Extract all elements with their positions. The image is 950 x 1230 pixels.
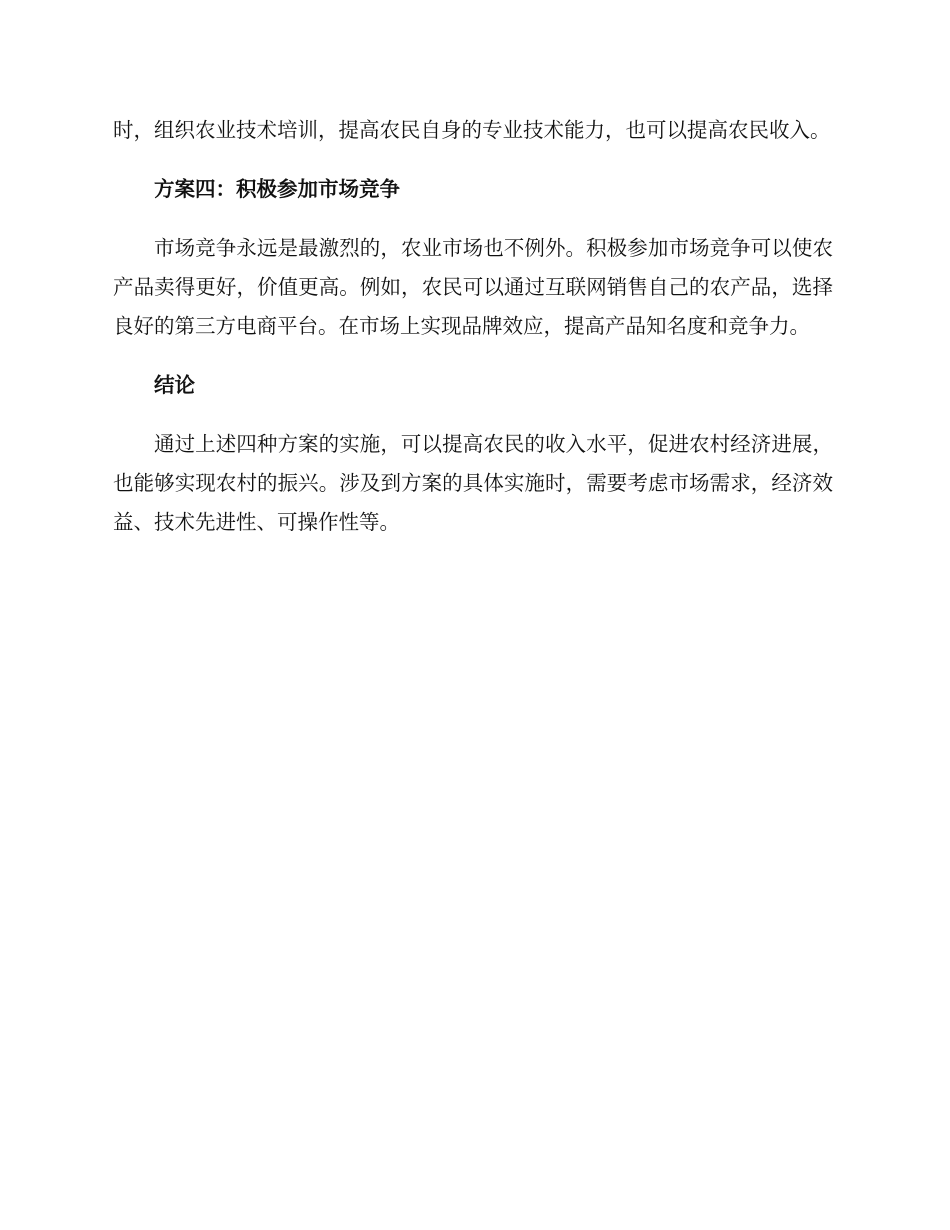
section4-heading: 方案四：积极参加市场竞争 bbox=[154, 177, 400, 201]
document-body bbox=[113, 111, 833, 562]
conclusion-paragraph: 通过上述四种方案的实施，可以提高农民的收入水平，促进农村经济进展，也能够实现农村的振兴。涉及到方案的具体实施时，需要考虑市场需求，经济效益、技术先进性、可操作性等。 bbox=[113, 432, 833, 534]
conclusion-heading: 结论 bbox=[154, 373, 195, 397]
intro-paragraph: 时，组织农业技术培训，提高农民自身的专业技术能力，也可以提高农民收入。 bbox=[113, 118, 831, 142]
section4-paragraph: 市场竞争永远是最激烈的，农业市场也不例外。积极参加市场竞争可以使农产品卖得更好，价值更高。例如，农民可以通过互联网销售自己的农产品，选择良好的第三方电商平台。在市场上实现品牌效应，提高产品知名度和竞争力。 bbox=[113, 236, 833, 338]
